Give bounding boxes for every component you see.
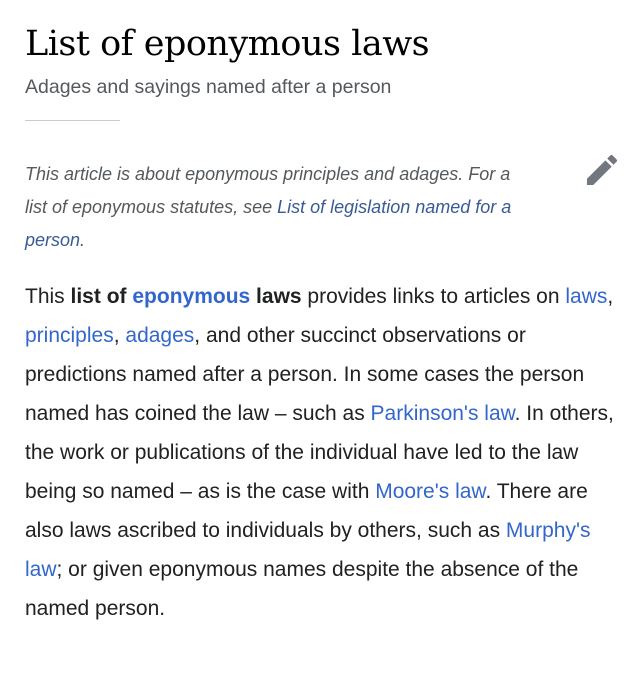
text: , bbox=[113, 324, 126, 347]
hatnote-end: . bbox=[80, 230, 86, 250]
text: . In others, the work or publications of the individual have led to the law being so named – as is the case with bbox=[25, 402, 614, 503]
bold-text: laws bbox=[250, 285, 302, 308]
link-parkinsons-law[interactable]: Parkinson's law bbox=[370, 402, 515, 425]
page-title: List of eponymous laws bbox=[25, 24, 430, 64]
pencil-icon[interactable] bbox=[582, 150, 622, 190]
hatnote-text: This article is about eponymous principles and adages. For a list of eponymous statutes, see bbox=[25, 164, 511, 217]
link-text[interactable]: eponymous bbox=[132, 285, 251, 308]
link-laws[interactable]: laws bbox=[565, 285, 608, 308]
link-adages[interactable]: adages bbox=[125, 324, 195, 347]
divider bbox=[25, 120, 120, 121]
text: ; or given eponymous names despite the absence of the named person. bbox=[25, 558, 579, 620]
text: , and other succinct observations or predictions named after a person. In some cases the person named has coined the law – such as bbox=[25, 324, 585, 425]
intro-paragraph bbox=[25, 277, 625, 628]
bold-text: list of bbox=[70, 285, 133, 308]
text: . There are also laws ascribed to individuals by others, such as bbox=[25, 480, 588, 542]
hatnote-link[interactable]: List of legislation named for a person bbox=[25, 197, 512, 250]
link-moores-law[interactable]: Moore's law bbox=[375, 480, 486, 503]
link-murphys-law[interactable]: Murphy's law bbox=[25, 519, 591, 581]
text: This bbox=[25, 285, 71, 308]
link-principles[interactable]: principles bbox=[25, 324, 114, 347]
page-subtitle: Adages and sayings named after a person bbox=[25, 76, 392, 98]
link-eponymous[interactable] bbox=[132, 285, 250, 308]
text: , bbox=[607, 285, 614, 308]
text: provides links to articles on bbox=[301, 285, 566, 308]
hatnote bbox=[25, 158, 525, 257]
